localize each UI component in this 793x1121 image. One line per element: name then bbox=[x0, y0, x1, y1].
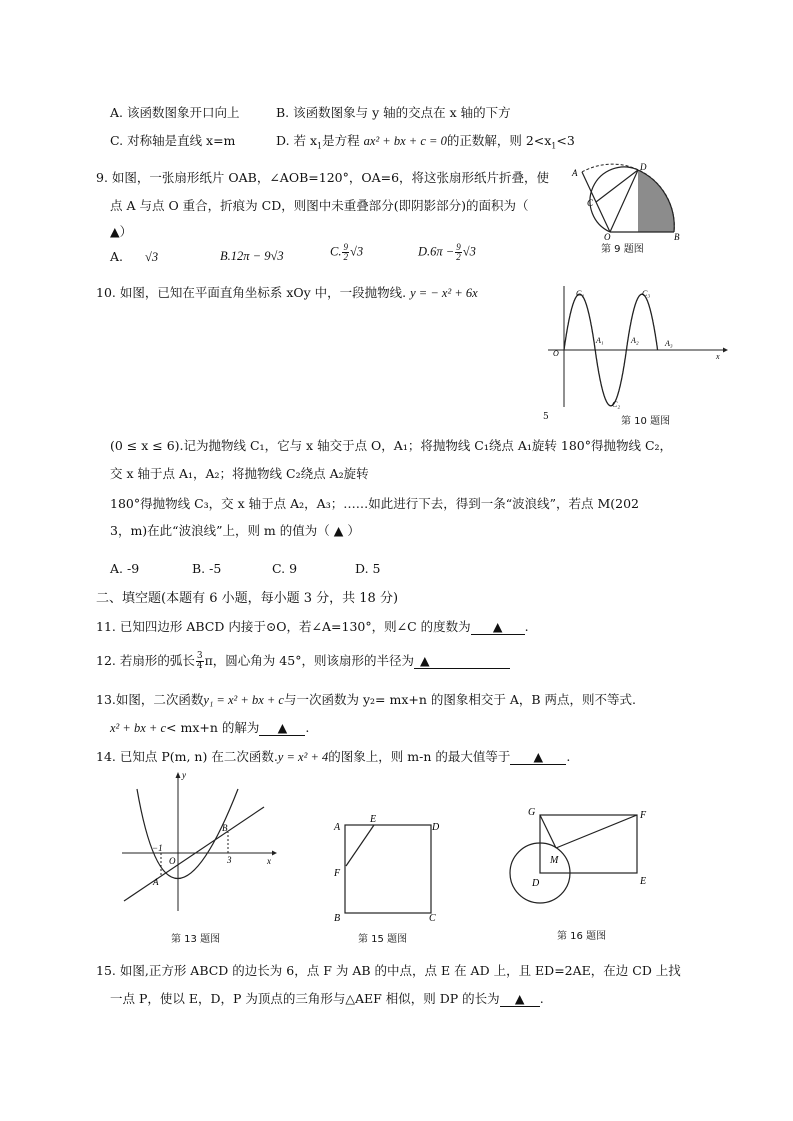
q13-figure bbox=[118, 768, 280, 914]
q9-option-c-post: √3 bbox=[349, 244, 364, 259]
q10-stray-mark: 5 bbox=[543, 412, 549, 422]
q12-post: π，圆心角为 45°，则该扇形的半径为 bbox=[204, 653, 414, 668]
q8-option-d-end: <3 bbox=[556, 133, 575, 148]
q9-option-d-pre: D.6π − bbox=[418, 244, 455, 259]
q15-label-c: C bbox=[429, 913, 436, 922]
q16-figure-caption: 第 16 题图 bbox=[557, 931, 607, 942]
q13-mid: 与一次函数为 y₂= mx+n 的图象相交于 A，B 两点，则不等式. bbox=[283, 692, 637, 707]
q15-line-2-text: 一点 P，使以 E，D，P 为顶点的三角形与△AEF 相似，则 DP 的长为 bbox=[110, 991, 500, 1006]
q10-line-1-pre: 10. 如图，已知在平面直角坐标系 xOy 中，一段抛物线. bbox=[96, 285, 407, 300]
q8-option-c: C. 对称轴是直线 x=m bbox=[110, 133, 236, 148]
q10-label-a3: A₃ bbox=[665, 339, 673, 348]
q15-label-a: A bbox=[334, 822, 341, 833]
q10-equation: y = − x² + 6x bbox=[410, 286, 478, 300]
q9-line-2: 点 A 与点 O 重合，折痕为 CD，则图中未重叠部分(即阴影部分)的面积为（ bbox=[110, 198, 529, 213]
q14-blank: ▲ bbox=[510, 750, 566, 765]
q12-pre: 12. 若扇形的弧长 bbox=[96, 653, 195, 668]
q12-blank: ▲ bbox=[414, 654, 510, 669]
q16-line-mf bbox=[556, 815, 637, 848]
q9-figure bbox=[570, 160, 690, 240]
q13-x-axis-arrow bbox=[272, 851, 277, 856]
q13-end: . bbox=[305, 720, 310, 735]
q12-fraction bbox=[196, 652, 204, 671]
q14 bbox=[96, 747, 570, 765]
q13-label-x: x bbox=[267, 856, 271, 866]
q10-figure-caption: 第 10 题图 bbox=[621, 416, 671, 427]
q8-option-b: B. 该函数图象与 y 轴的交点在 x 轴的下方 bbox=[276, 105, 511, 120]
q15-label-b: B bbox=[334, 913, 341, 922]
q10-label-c2: C₂ bbox=[612, 400, 621, 409]
q16-label-g: G bbox=[528, 807, 536, 818]
q13-label-o: O bbox=[169, 856, 176, 866]
q9-label-d: D bbox=[640, 162, 647, 172]
q12 bbox=[96, 651, 510, 671]
q8-option-d-pre: D. 若 x bbox=[276, 133, 318, 148]
q12-den: 4 bbox=[196, 661, 203, 671]
q11-end: . bbox=[524, 619, 529, 634]
q15-blank: ▲ bbox=[500, 992, 540, 1007]
q9-line-od bbox=[610, 170, 638, 232]
q8-option-d-sub: 1 bbox=[317, 141, 323, 151]
q14-post: 的图象上，则 m-n 的最大值等于 bbox=[328, 749, 511, 764]
q15-square bbox=[345, 825, 431, 913]
q9-line-1: 9. 如图，一张扇形纸片 OAB，∠AOB=120°，OA=6，将这张扇形纸片折叠，使 bbox=[96, 170, 550, 185]
q9-option-c-fraction bbox=[342, 243, 349, 262]
q10-option-c: C. 9 bbox=[272, 561, 298, 576]
q15-label-e: E bbox=[370, 814, 377, 825]
q13-label-b: B bbox=[222, 823, 228, 833]
q10-line-2: (0 ≤ x ≤ 6).记为抛物线 C₁，它与 x 轴交于点 O，A₁；将抛物线 C₁绕点 A₁旋转 180°得抛物线 C₂， bbox=[110, 438, 673, 453]
q8-option-d bbox=[276, 131, 575, 151]
q13-line-2-mid: < mx+n 的解为 bbox=[166, 720, 260, 735]
q10-line-1 bbox=[96, 283, 478, 301]
q9-option-c-den: 2 bbox=[343, 252, 348, 262]
q13-label-neg1: −1 bbox=[152, 843, 163, 853]
q9-label-c: C bbox=[587, 198, 594, 208]
q9-option-c-pre: C. bbox=[330, 244, 342, 259]
q13-parabola bbox=[137, 789, 238, 879]
q15-figure bbox=[330, 810, 448, 922]
q9-option-d-fraction bbox=[455, 243, 462, 262]
q9-option-a bbox=[110, 249, 158, 265]
q15-line-2 bbox=[110, 989, 544, 1007]
q9-line-3: ▲） bbox=[110, 224, 133, 239]
q16-label-e: E bbox=[640, 876, 647, 887]
q13-pre: 13.如图，二次函数 bbox=[96, 692, 204, 707]
q10-label-c1: C₁ bbox=[576, 289, 585, 298]
q13-equation-1: y₁ = x² + bx + c bbox=[203, 693, 284, 707]
q10-line-3: 交 x 轴于点 A₁，A₂；将抛物线 C₂绕点 A₂旋转 bbox=[110, 466, 369, 481]
q16-label-d: D bbox=[532, 878, 540, 889]
q10-option-b: B. -5 bbox=[192, 561, 222, 576]
q9-label-b: B bbox=[674, 232, 680, 240]
q16-label-m: M bbox=[550, 855, 559, 866]
q13-label-a: A bbox=[153, 877, 159, 887]
q10-label-a1: A₁ bbox=[596, 336, 604, 345]
q11-text: 11. 已知四边形 ABCD 内接于⊙O，若∠A=130°，则∠C 的度数为 bbox=[96, 619, 471, 634]
q9-option-d-num: 9 bbox=[456, 242, 461, 252]
q15-label-f: F bbox=[334, 868, 341, 879]
q14-pre: 14. 已知点 P(m, n) 在二次函数. bbox=[96, 749, 278, 764]
q10-figure bbox=[538, 282, 730, 422]
q15-end: . bbox=[539, 991, 544, 1006]
q13-label-y: y bbox=[182, 770, 186, 780]
q8-option-a: A. 该函数图象开口向上 bbox=[110, 105, 240, 120]
q14-equation: y = x² + 4 bbox=[277, 750, 329, 764]
q15-line-1: 15. 如图,正方形 ABCD 的边长为 6，点 F 为 AB 的中点，点 E 在 AD 上，且 ED=2AE，在边 CD 上找 bbox=[96, 963, 681, 978]
q10-label-o: O bbox=[553, 349, 559, 358]
q10-label-c3: C₃ bbox=[642, 289, 651, 298]
q10-line-5: 3，m)在此“波浪线”上，则 m 的值为（ ▲ ） bbox=[110, 523, 360, 538]
q13-blank: ▲ bbox=[259, 721, 305, 736]
q9-option-c-num: 9 bbox=[343, 242, 348, 252]
q9-option-d-post: √3 bbox=[462, 244, 476, 259]
q10-label-a2: A₂ bbox=[631, 336, 639, 345]
q13-label-3: 3 bbox=[227, 855, 232, 865]
q9-option-a-value: √3 bbox=[145, 250, 159, 264]
q8-option-d-sub2: 1 bbox=[551, 141, 557, 151]
q9-option-c bbox=[330, 243, 363, 262]
q16-label-f: F bbox=[640, 810, 647, 821]
q9-label-o: O bbox=[604, 232, 611, 240]
q12-num: 3 bbox=[196, 651, 203, 661]
q9-label-a: A bbox=[572, 168, 578, 178]
q13-y-axis-arrow bbox=[176, 772, 181, 778]
q9-option-d-den: 2 bbox=[456, 252, 461, 262]
q15-segment-ef bbox=[346, 825, 374, 866]
q13-line-1 bbox=[96, 690, 636, 708]
q11 bbox=[96, 617, 529, 635]
q10-option-d: D. 5 bbox=[355, 561, 381, 576]
q9-option-a-label: A. bbox=[110, 249, 124, 264]
q13-line-2 bbox=[110, 718, 309, 736]
q8-option-d-post: 的正数解，则 2<x bbox=[446, 133, 552, 148]
section-2-title: 二、填空题(本题有 6 小题，每小题 3 分，共 18 分) bbox=[96, 591, 399, 606]
q13-figure-caption: 第 13 题图 bbox=[171, 934, 221, 945]
q9-option-d bbox=[418, 243, 476, 262]
q10-line-4: 180°得抛物线 C₃，交 x 轴于点 A₂，A₃；……如此进行下去，得到一条“波浪线”，若点 M(202 bbox=[110, 496, 639, 511]
q9-figure-caption: 第 9 题图 bbox=[601, 244, 644, 255]
q8-option-d-mid: 是方程 bbox=[322, 133, 360, 148]
q15-figure-caption: 第 15 题图 bbox=[358, 934, 408, 945]
q14-end: . bbox=[566, 749, 571, 764]
q13-line bbox=[124, 807, 264, 901]
q15-label-d: D bbox=[432, 822, 440, 833]
q11-blank: ▲ bbox=[471, 620, 525, 635]
q8-option-d-equation: ax² + bx + c = 0 bbox=[363, 134, 447, 148]
q13-equation-2: x² + bx + c bbox=[110, 721, 167, 735]
q16-figure bbox=[498, 800, 658, 910]
q10-option-a: A. -9 bbox=[110, 561, 140, 576]
q10-x-axis-arrow bbox=[723, 348, 728, 353]
q10-label-x: x bbox=[716, 352, 720, 361]
q9-option-b: B.12π − 9√3 bbox=[220, 249, 284, 263]
